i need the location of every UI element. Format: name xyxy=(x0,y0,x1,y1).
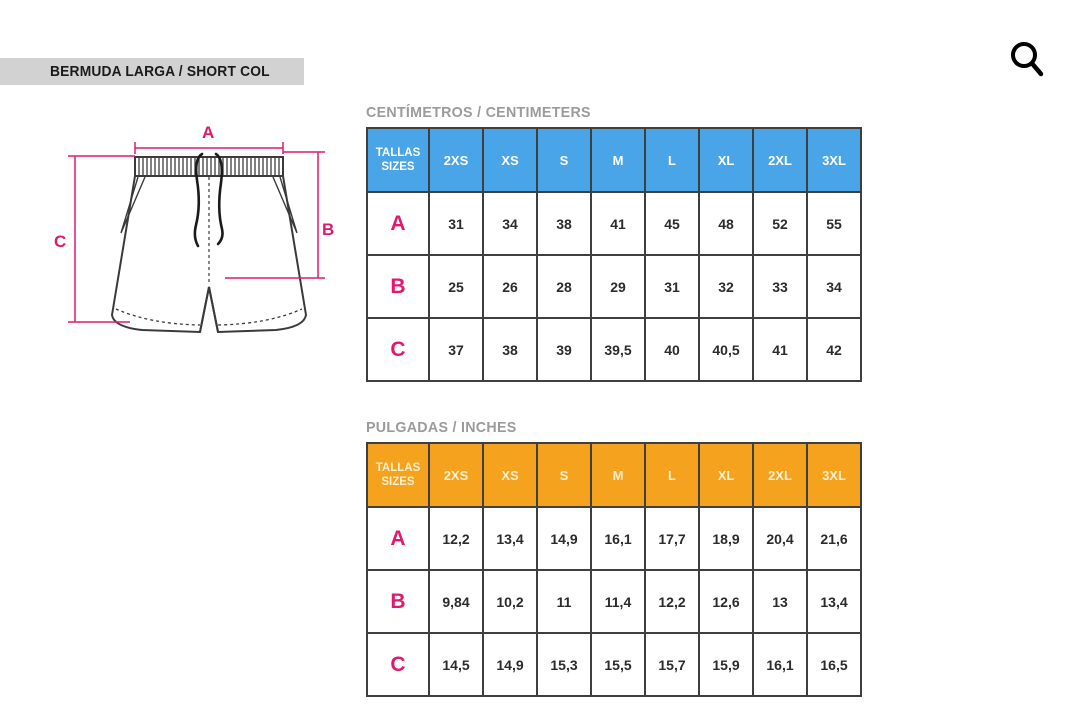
measurement-cell: 33 xyxy=(753,255,807,318)
corner-cell xyxy=(367,128,429,192)
dimension-label-b: B xyxy=(322,220,335,239)
size-header: S xyxy=(537,128,591,192)
table-header-row xyxy=(367,443,861,507)
measurement-cell: 15,5 xyxy=(591,633,645,696)
size-header: XS xyxy=(483,443,537,507)
size-header: XL xyxy=(699,443,753,507)
measurement-cell: 15,9 xyxy=(699,633,753,696)
measurement-cell: 38 xyxy=(537,192,591,255)
measurement-cell: 25 xyxy=(429,255,483,318)
size-header: M xyxy=(591,443,645,507)
corner-cell xyxy=(367,443,429,507)
centimeters-table xyxy=(366,127,862,382)
measurement-cell: 52 xyxy=(753,192,807,255)
measurement-cell: 34 xyxy=(483,192,537,255)
inches-section xyxy=(366,419,860,697)
product-title: BERMUDA LARGA / SHORT COL xyxy=(50,63,270,80)
inches-section-title: PULGADAS / INCHES xyxy=(366,419,517,436)
measurement-cell: 12,6 xyxy=(699,570,753,633)
measurement-cell: 14,9 xyxy=(483,633,537,696)
size-header: XS xyxy=(483,128,537,192)
corner-line-1: TALLAS xyxy=(375,461,421,474)
inches-table xyxy=(366,442,862,697)
measurement-cell: 31 xyxy=(429,192,483,255)
measurement-cell: 13,4 xyxy=(483,507,537,570)
measurement-cell: 17,7 xyxy=(645,507,699,570)
row-label: A xyxy=(367,192,429,255)
table-row xyxy=(367,318,861,381)
size-header: 3XL xyxy=(807,443,861,507)
measurement-cell: 38 xyxy=(483,318,537,381)
measurement-cell: 15,3 xyxy=(537,633,591,696)
dimension-label-a: A xyxy=(202,123,215,142)
measurement-cell: 11 xyxy=(537,570,591,633)
size-header: L xyxy=(645,443,699,507)
size-header: XL xyxy=(699,128,753,192)
corner-line-2: SIZES xyxy=(381,476,415,488)
table-row xyxy=(367,633,861,696)
measurement-cell: 37 xyxy=(429,318,483,381)
size-header: 2XL xyxy=(753,443,807,507)
measurement-cell: 41 xyxy=(753,318,807,381)
measurement-cell: 12,2 xyxy=(645,570,699,633)
size-header: 3XL xyxy=(807,128,861,192)
row-label: C xyxy=(367,633,429,696)
table-row xyxy=(367,192,861,255)
measurement-cell: 40,5 xyxy=(699,318,753,381)
measurement-cell: 16,1 xyxy=(753,633,807,696)
measurement-cell: 34 xyxy=(807,255,861,318)
measurement-cell: 16,5 xyxy=(807,633,861,696)
magnifier-glyph xyxy=(1004,36,1052,82)
dimension-label-c: C xyxy=(54,232,67,251)
measurement-cell: 21,6 xyxy=(807,507,861,570)
measurement-cell: 48 xyxy=(699,192,753,255)
corner-line-2: SIZES xyxy=(381,161,415,173)
measurement-cell: 15,7 xyxy=(645,633,699,696)
measurement-cell: 14,9 xyxy=(537,507,591,570)
measurement-cell: 31 xyxy=(645,255,699,318)
measurement-cell: 29 xyxy=(591,255,645,318)
corner-line-1: TALLAS xyxy=(375,146,421,159)
table-row xyxy=(367,570,861,633)
measurement-cell: 13 xyxy=(753,570,807,633)
measurement-cell: 9,84 xyxy=(429,570,483,633)
measurement-cell: 13,4 xyxy=(807,570,861,633)
row-label: A xyxy=(367,507,429,570)
measurement-cell: 18,9 xyxy=(699,507,753,570)
table-row xyxy=(367,507,861,570)
measurement-cell: 26 xyxy=(483,255,537,318)
measurement-cell: 42 xyxy=(807,318,861,381)
size-header: 2XS xyxy=(429,443,483,507)
centimeters-section xyxy=(366,104,860,382)
measurement-cell: 41 xyxy=(591,192,645,255)
shorts-measurement-diagram xyxy=(50,105,360,350)
measurement-cell: 40 xyxy=(645,318,699,381)
measurement-cell: 32 xyxy=(699,255,753,318)
row-label: B xyxy=(367,255,429,318)
measurement-cell: 11,4 xyxy=(591,570,645,633)
measurement-cell: 14,5 xyxy=(429,633,483,696)
product-title-bar xyxy=(0,58,304,85)
measurement-cell: 45 xyxy=(645,192,699,255)
measurement-cell: 55 xyxy=(807,192,861,255)
table-header-row xyxy=(367,128,861,192)
measurement-cell: 12,2 xyxy=(429,507,483,570)
size-header: S xyxy=(537,443,591,507)
size-header: M xyxy=(591,128,645,192)
measurement-cell: 10,2 xyxy=(483,570,537,633)
measurement-cell: 28 xyxy=(537,255,591,318)
size-header: L xyxy=(645,128,699,192)
shorts-outline xyxy=(112,154,306,332)
search-icon[interactable] xyxy=(1004,36,1052,82)
measurement-cell: 39 xyxy=(537,318,591,381)
size-header: 2XS xyxy=(429,128,483,192)
measurement-cell: 20,4 xyxy=(753,507,807,570)
row-label: C xyxy=(367,318,429,381)
measurement-cell: 16,1 xyxy=(591,507,645,570)
table-row xyxy=(367,255,861,318)
row-label: B xyxy=(367,570,429,633)
measurement-cell: 39,5 xyxy=(591,318,645,381)
centimeters-section-title: CENTÍMETROS / CENTIMETERS xyxy=(366,104,591,121)
size-header: 2XL xyxy=(753,128,807,192)
